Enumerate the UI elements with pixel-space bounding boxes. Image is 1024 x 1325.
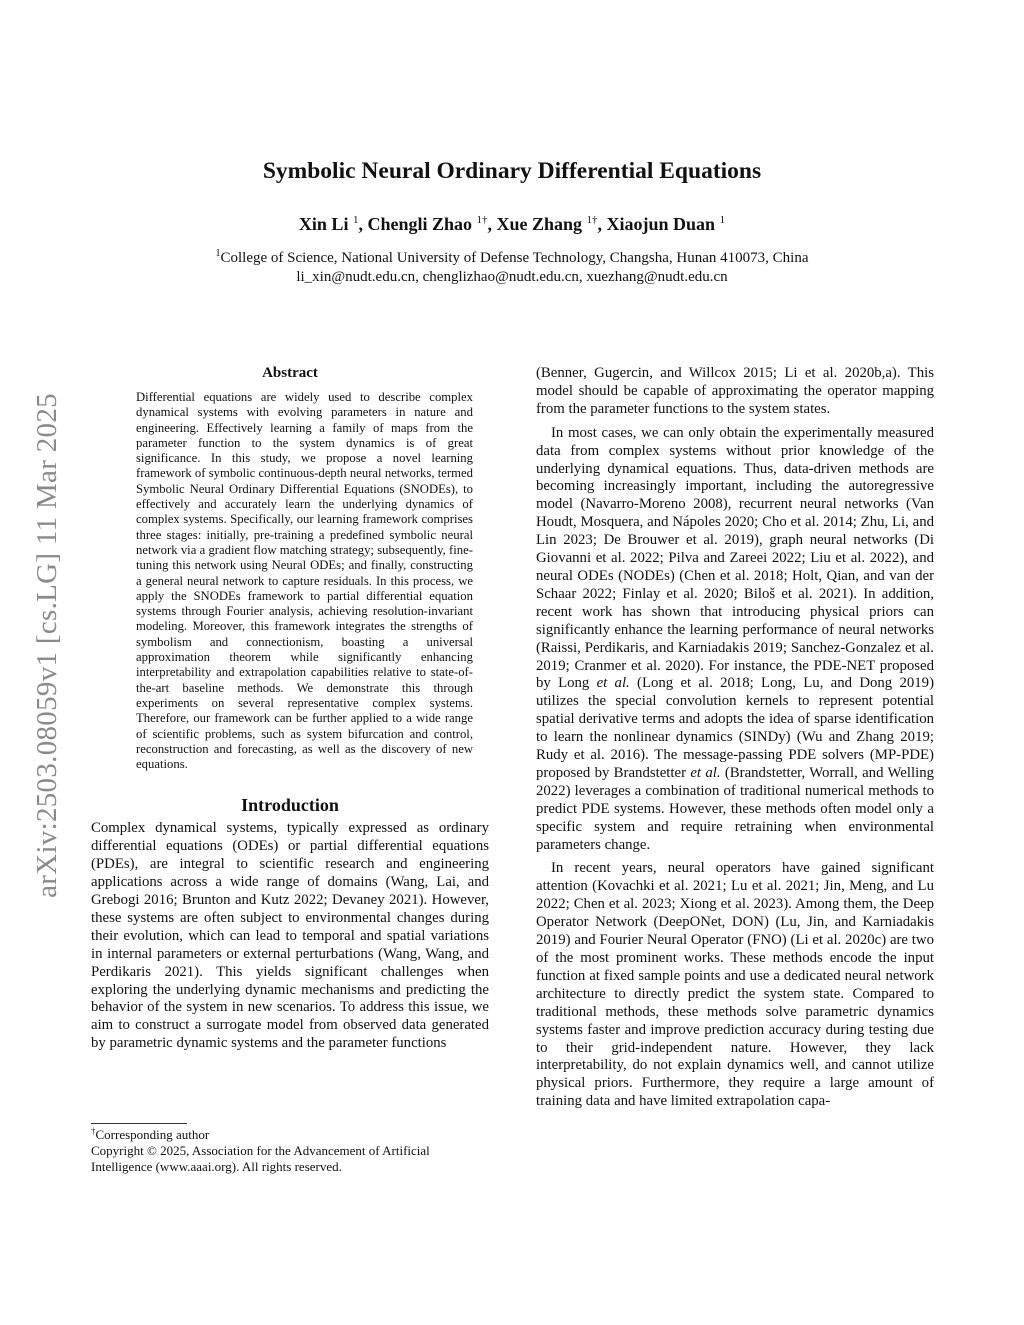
abstract-text: Differential equations are widely used to describe complex dynamical systems with evolving parameters in nature and engineering. Effectively learning a family of maps from the parameter function to the system dynamics is of great significance. In this study, we propose a novel learning framework of symbolic continuous-depth neural networks, termed Symbolic Neural Ordinary Differential Equations (SNODEs), to effectively and accurately learn the underlying dynamics of complex systems. Specifically, our learning framework comprises three stages: initially, pre-training a predefined symbolic neural network via a gradient flow matching strategy; subsequently, fine-tuning this network using Neural ODEs; and finally, constructing a general neural network to capture residuals. In this process, we apply the SNODEs framework to partial differential equation systems through Fourier analysis, achieving resolution-invariant modeling. Moreover, this framework integrates the strengths of symbolism and connectionism, boasting a universal approximation theorem while significantly enhancing interpretability and extrapolation capabilities relative to state-of-the-art baseline methods. We demonstrate this through experiments on several representative complex systems. Therefore, our framework can be further applied to a wide range of scientific problems, such as system bifurcation and control, reconstruction and forecasting, as well as the discovery of new equations. xyxy=(136,390,473,772)
affiliation-line xyxy=(0,249,1024,268)
footnote-mark: † xyxy=(91,1126,96,1136)
copyright-notice: Copyright © 2025, Association for the Advancement of Artificial Intelligence (www.aaai.org). All rights reserved. xyxy=(91,1143,430,1174)
author-name: Chengli Zhao xyxy=(367,214,472,234)
author-affiliation-mark: 1 xyxy=(719,214,726,226)
footnote-block xyxy=(91,1123,489,1175)
corresponding-author-note xyxy=(91,1127,489,1143)
author-name: Xiaojun Duan xyxy=(606,214,716,234)
author-affiliation-mark: 1 xyxy=(352,214,359,226)
arxiv-identifier-stamp xyxy=(32,350,62,940)
introduction-paragraph: Complex dynamical systems, typically expressed as ordinary differential equations (ODEs) or partial differential equations (PDEs), are integral to scientific research and engineering applications across a wide range of domains (Wang, Lai, and Grebogi 2016; Brunton and Kutz 2022; Devaney 2021). However, these systems are often subject to environmental changes during their evolution, which can lead to temporal and spatial variations in internal parameters or external perturbations (Wang, Wang, and Perdikaris 2021). This yields significant challenges when exploring the underlying dynamic mechanisms and predicting the behavior of the system in new scenarios. To address this issue, we aim to construct a surrogate model from observed data generated by parametric dynamic systems and the parameter functions xyxy=(91,820,489,1052)
abstract-heading: Abstract xyxy=(262,365,318,381)
left-column xyxy=(91,364,489,1053)
footnote-rule xyxy=(91,1123,187,1124)
author-name: Xin Li xyxy=(298,214,349,234)
body-emphasis: et al. xyxy=(596,675,630,692)
body-text: In most cases, we can only obtain the experimentally measured data from complex systems without prior knowledge of the underlying dynamical equations. Thus, data-driven methods are becoming increasingly important, including the autoregressive model (Navarro-Moreno 2008), recurrent neural networks (Van Houdt, Mosquera, and Nápoles 2020; Cho et al. 2014; Zhu, Li, and Lin 2023; De Brouwer et al. 2019), graph neural networks (Di Giovanni et al. 2022; Pilva and Zareei 2022; Liu et al. 2022), and neural ODEs (NODEs) (Chen et al. 2018; Holt, Qian, and van der Schaar 2022; Finlay et al. 2020; Biloš et al. 2021). In addition, recent work has shown that introducing physical priors can significantly enhance the learning performance of neural networks (Raissi, Perdikaris, and Karniadakis 2019; Sanchez-Gonzalez et al. 2019; Cranmer et al. 2020). For instance, the PDE-NET proposed by Long xyxy=(536,424,934,692)
author-affiliation-mark: 1† xyxy=(476,214,488,226)
paper-title: Symbolic Neural Ordinary Differential Equations xyxy=(262,158,762,184)
affiliation-text: College of Science, National University of Defense Technology, Changsha, Hunan 410073, China xyxy=(220,250,809,266)
body-paragraph xyxy=(536,425,934,855)
introduction-heading: Introduction xyxy=(241,795,339,816)
author-emails: li_xin@nudt.edu.cn, chenglizhao@nudt.edu.cn, xuezhang@nudt.edu.cn xyxy=(296,269,728,285)
arxiv-stamp-text: arXiv:2503.08059v1 [cs.LG] 11 Mar 2025 xyxy=(30,392,63,898)
body-paragraph: (Benner, Gugercin, and Willcox 2015; Li et al. 2020b,a). This model should be capable of approximating the operator mapping from the parameter functions to the system states. xyxy=(536,365,934,417)
body-text: (Long et al. 2018; Long, Lu, and Dong 2019) utilizes the special convolution kernels to represent potential spatial derivative terms and adopts the idea of sparse identification to learn the nonlinear dynamics (SINDy) (Wu and Zhang 2019; Rudy et al. 2016). The message-passing PDE solvers (MP-PDE) proposed by Brandstetter xyxy=(536,675,934,781)
body-text: (Brandstetter, Worrall, and Welling 2022) leverages a combination of traditional numerical methods to predict PDE systems. However, these methods often model only a specific system and require retraining when environmental parameters change. xyxy=(536,764,935,853)
author-name: Xue Zhang xyxy=(496,214,583,234)
corresponding-author-text: Corresponding author xyxy=(95,1127,210,1142)
author-list: Xin Li $^1$, Chengli Zhao $^{1\dagger}$, Xue Zhang $^{1\dagger}$, Xiaojun Duan $^1$ xyxy=(298,214,726,234)
affiliation-block xyxy=(0,249,1024,287)
right-column xyxy=(536,365,934,1111)
body-paragraph: In recent years, neural operators have gained significant attention (Kovachki et al. 2021; Lu et al. 2021; Jin, Meng, and Lu 2022; Chen et al. 2023; Xiong et al. 2023). Among them, the Deep Operator Network (DeepONet, DON) (Lu, Jin, and Karniadakis 2019) and Fourier Neural Operator (FNO) (Li et al. 2020c) are two of the most prominent works. These methods encode the input function at fixed sample points and use a dedicated neural network architecture to directly predict the system state. Compared to traditional methods, these methods solve parametric dynamics systems faster and improve prediction accuracy during testing due to their grid-independent nature. However, they lack interpretability, do not explain dynamics well, and cannot utilize physical priors. Furthermore, they require a large amount of training data and have limited extrapolation capa- xyxy=(536,860,934,1110)
author-affiliation-mark: 1† xyxy=(586,214,598,226)
body-emphasis: et al. xyxy=(690,764,721,781)
affiliation-mark: 1 xyxy=(215,248,221,259)
